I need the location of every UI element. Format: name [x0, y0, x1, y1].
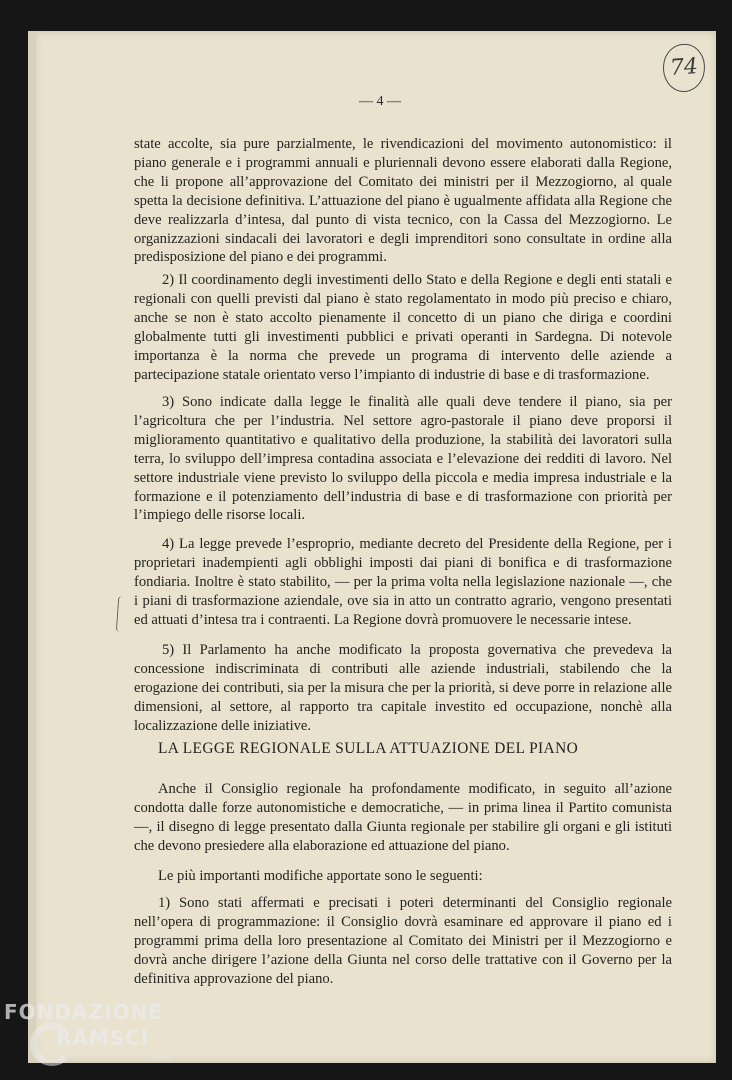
paragraph-point-4: 4) La legge prevede l’esproprio, mediante decreto del Presidente della Regione, per i proprietari inadempienti agli obblighi imposti dai piani di bonifica e di trasformazione fondiaria. Inoltre è stato stabilito, — per la prima volta nella legislazione nazionale —, che i piani di trasformazione aziendale, ove sia in atto un contratto agrario, vengono presentati ed attuati d’intesa tra i contraenti. La Regione dovrà promuovere le necessarie intese. — [134, 536, 672, 628]
paragraph-modifiche: Le più importanti modifiche apportate sono le seguenti: — [158, 868, 483, 884]
watermark-small-text: onlus — [150, 1054, 172, 1063]
paragraph-point-2: 2) Il coordinamento degli investimenti dello Stato e della Regione e degli enti statali e regionali con quelli previsti dal piano è stato regolamentato in modo più preciso e chiaro, anche se non è stato accolto pienamente il concetto di un piano che diriga e coordini globalmente tutti gli investimenti pubblici e privati operanti in Sardegna. Di notevole importanza è la norma che prevede un programa di intervento delle aziende a partecipazione statale orientato verso l’impianto di industrie di base e di trasformazione. — [134, 272, 672, 383]
archive-number-annotation: 74 — [661, 43, 706, 94]
watermark-line-2: RAMSCI — [56, 1026, 150, 1050]
section-heading: LA LEGGE REGIONALE SULLA ATTUAZIONE DEL PIANO — [158, 740, 579, 757]
fondazione-gramsci-watermark — [4, 1000, 184, 1070]
paragraph-intro: state accolte, sia pure parzialmente, le rivendicazioni del movimento autonomistico: il piano generale e i programmi annuali e pluriennali devono essere elaborati dalla Regione, che li propone all’approvazione del Comitato dei ministri per il Mezzogiorno, al quale spetta la decisione definitiva. L’attuazione del piano è ugualmente affidata alla Regione che deve realizzarla d’intesa, dal punto di vista tecnico, con la Cassa del Mezzogiorno. Le organizzazioni sindacali dei lavoratori e degli imprenditori sono consultate in ordine alla predisposizione del piano e dei programmi. — [134, 136, 672, 266]
paragraph-modifica-1: 1) Sono stati affermati e precisati i poteri determinanti del Consiglio regionale nell’opera di programmazione: il Consiglio dovrà esaminare ed approvare il piano ed i programmi prima della loro presentazione al Comitato dei Ministri per il Mezzogiorno e dovrà anche dirigere l’azione della Giunta nel corso delle trattative con il Governo per la definitiva approvazione del piano. — [134, 895, 672, 987]
watermark-line-1: FONDAZIONE — [4, 1000, 163, 1024]
page-edge — [28, 31, 36, 1063]
paragraph-point-5: 5) Il Parlamento ha anche modificato la proposta governativa che prevedeva la concessione indiscriminata di contributi alle aziende industriali, stabilendo che la erogazione dei contributi, sia per la misura che per la priorità, si deve porre in relazione alle dimensioni, al settore, al rapporto tra capitale investito ed occupazione, nonchè alla localizzazione delle iniziative. — [134, 642, 672, 734]
paragraph-consiglio: Anche il Consiglio regionale ha profondamente modificato, in seguito all’azione condotta dalle forze autonomistiche e democratiche, — in prima linea il Partito comunista —, il disegno di legge presentato dalla Giunta regionale per stabilire gli organi e gli istituti che devono presiedere alla elaborazione ed attuazione del piano. — [134, 781, 672, 854]
paragraph-point-3: 3) Sono indicate dalla legge le finalità alle quali deve tendere il piano, sia per l’agricoltura che per l’industria. Nel settore agro-pastorale il piano deve proporsi il miglioramento quantitativo e qualitativo della produzione, la stabilità dei lavoratori sulla terra, lo sviluppo dell’impresa contadina associata e l’elevazione dei redditi di lavoro. Nel settore industriale viene previsto lo sviluppo della piccola e media impresa industriale e la formazione e il potenziamento dell’industria di base e di trasformazione con priorità per l’impiego delle risorse locali. — [134, 394, 672, 524]
page-number: — 4 — — [359, 94, 401, 109]
